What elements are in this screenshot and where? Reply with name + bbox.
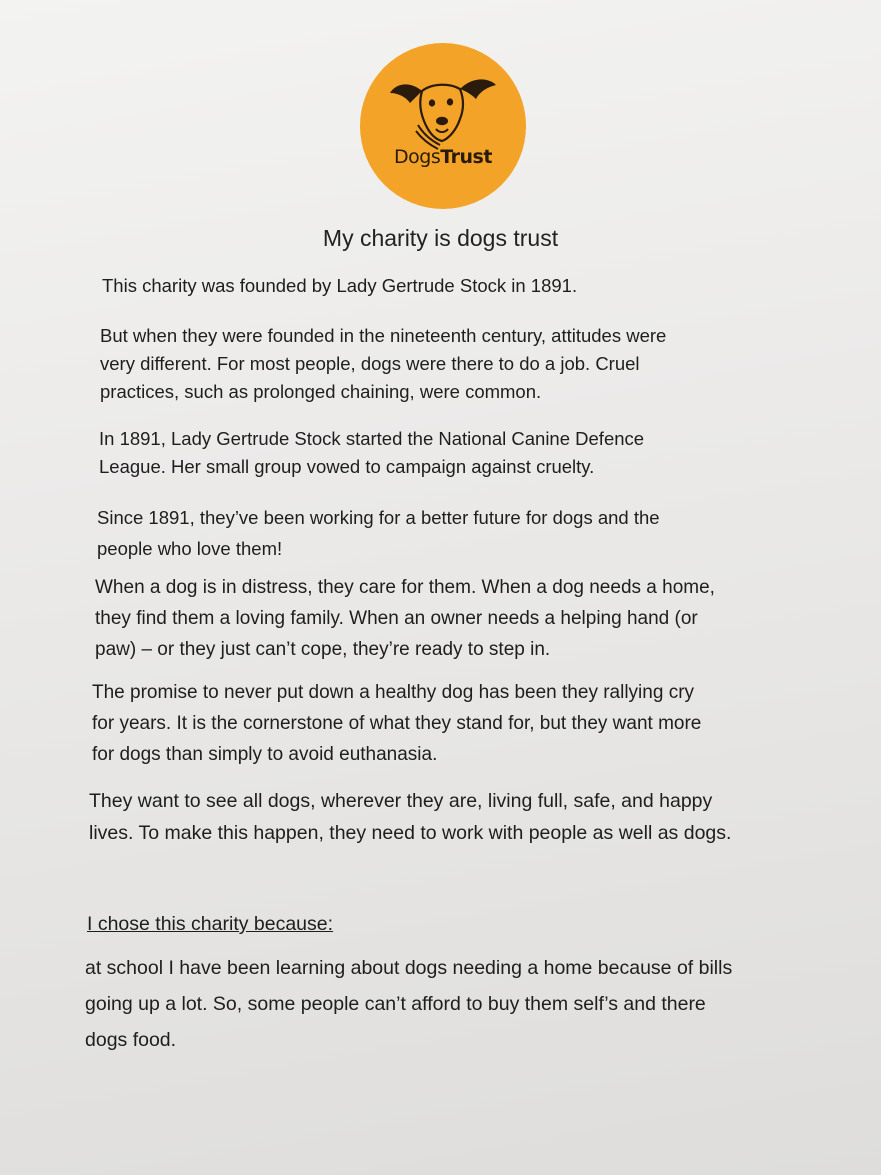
dog-face-icon [388, 73, 498, 153]
dogs-trust-logo [360, 43, 526, 209]
paragraph-since-1891: Since 1891, they’ve been working for a better future for dogs and the people who love them! [97, 507, 660, 559]
paragraph-history: But when they were founded in the nineteenth century, attitudes were very different. For most people, dogs were there to do a job. Cruel practices, such as prolonged chaining, were common. [100, 325, 667, 402]
paragraph-promise: The promise to never put down a healthy dog has been they rallying cry for years. It is the cornerstone of what they stand for, but they want more for dogs than simply to avoid euthanasia. [92, 682, 702, 765]
paragraph-league: In 1891, Lady Gertrude Stock started the National Canine Defence League. Her small group vowed to campaign against cruelty. [99, 428, 645, 477]
paragraph-vision: They want to see all dogs, wherever they are, living full, safe, and happy lives. To make this happen, they need to work with people as well as dogs. [89, 790, 732, 844]
paragraph-reason: at school I have been learning about dogs needing a home because of bills going up a lot. So, some people can’t afford to buy them self’s and there dogs food. [85, 957, 733, 1051]
paragraph-founding: This charity was founded by Lady Gertrude Stock in 1891. [102, 275, 578, 296]
logo-wordmark: DogsTrust [394, 146, 492, 168]
reason-heading: I chose this charity because: [87, 913, 334, 935]
page-title: My charity is dogs trust [322, 225, 559, 251]
paragraph-care: When a dog is in distress, they care for them. When a dog needs a home, they find them a loving family. When an owner needs a helping hand (or paw) – or they just can’t cope, they’re ready to step in. [95, 577, 715, 660]
